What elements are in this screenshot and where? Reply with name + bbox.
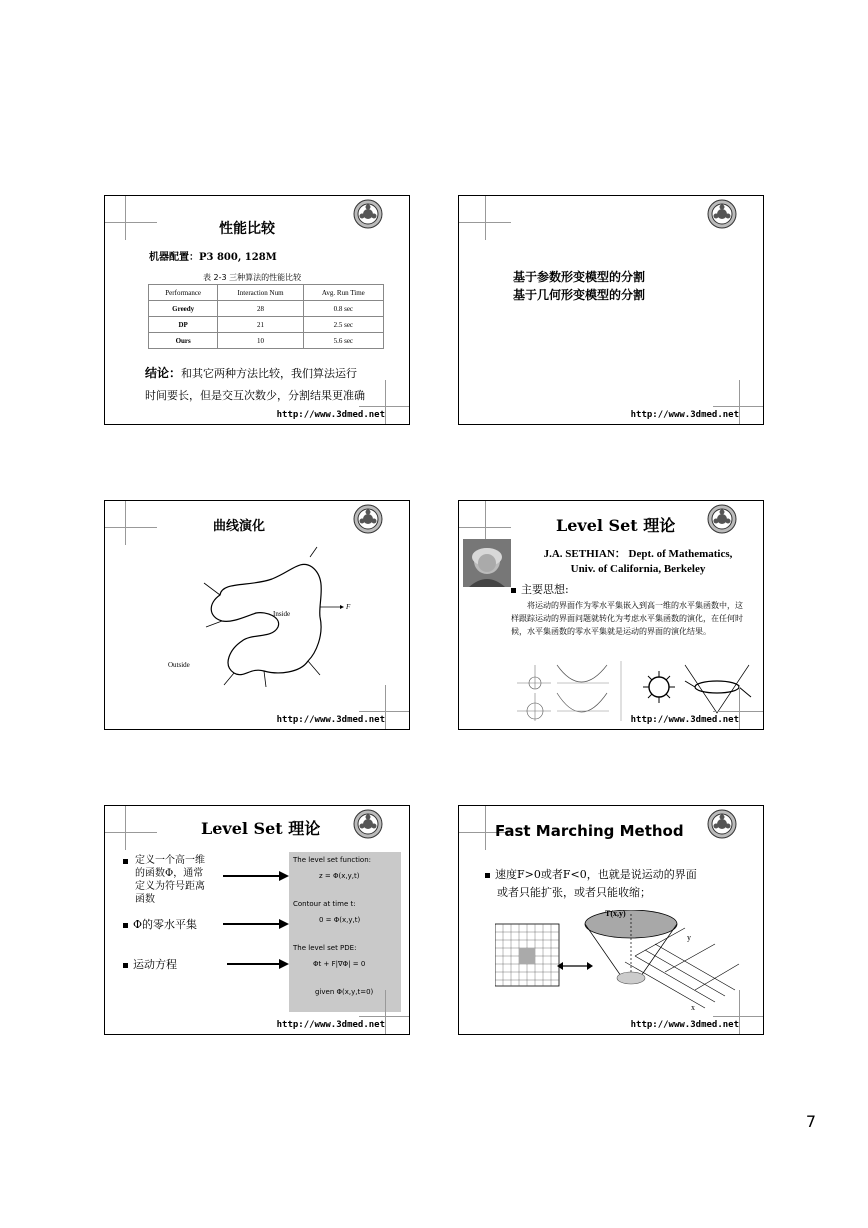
header-interaction: Interaction Num: [218, 285, 303, 301]
formula-line: The level set PDE:: [293, 944, 357, 952]
definition-line: 函数: [135, 894, 155, 905]
cell-runtime: 0.8 sec: [303, 301, 383, 317]
slide-url: http://www.3dmed.net: [630, 410, 739, 420]
bullet-icon: [123, 963, 128, 968]
decor-line: [359, 1016, 410, 1017]
bullet-zero-level-set: [123, 916, 197, 932]
formula-line: 0 = Φ(x,y,t): [319, 916, 361, 924]
main-idea-label: 主要思想:: [521, 583, 569, 596]
decor-line: [359, 711, 410, 712]
speed-line2: 或者只能扩张，或者只能收缩；: [497, 886, 651, 899]
bullet-icon: [485, 873, 490, 878]
conclusion: [145, 362, 365, 407]
slide-url: http://www.3dmed.net: [630, 715, 739, 725]
university-logo-icon: [707, 199, 737, 229]
cell-runtime: 2.5 sec: [303, 317, 383, 333]
bullet-icon: [123, 859, 128, 864]
definition-line: 的函数Φ，通常: [135, 868, 204, 879]
university-logo-icon: [707, 809, 737, 839]
slide-url: http://www.3dmed.net: [276, 410, 385, 420]
decor-line: [105, 527, 157, 528]
cell-interaction: 21: [218, 317, 303, 333]
arrow-icon: [223, 870, 289, 882]
speed-line1: 速度F>0或者F<0，也就是说运动的界面: [495, 868, 697, 881]
author-line2: Univ. of California, Berkeley: [570, 563, 706, 575]
main-idea-text: 将运动的界面作为零水平集嵌入到高一维的水平集函数中，这样跟踪运动的界面问题就转化为考虑水平集函数的演化，在任何时候，水平集函数的零水平集就是运动的界面的演化结果。: [511, 601, 743, 636]
conclusion-line1: 和其它两种方法比较，我们算法运行: [181, 367, 358, 380]
conclusion-label: 结论：: [145, 366, 182, 380]
formula-line: The level set function:: [293, 856, 371, 864]
curve-evolution-figure: [160, 543, 360, 693]
university-logo-icon: [707, 504, 737, 534]
slide-fast-marching: [458, 805, 764, 1035]
decor-line: [739, 990, 740, 1035]
slide-title: 曲线演化: [213, 519, 266, 534]
table-row: [149, 333, 384, 349]
header-runtime: Avg. Run Time: [303, 285, 383, 301]
main-idea-bullet: [511, 581, 569, 597]
inside-label: Inside: [273, 610, 291, 618]
table-row: [149, 317, 384, 333]
decor-line: [739, 380, 740, 425]
table-header-row: [149, 285, 384, 301]
decor-line: [385, 990, 386, 1035]
decor-line: [105, 222, 157, 223]
slide-level-set-intro: [458, 500, 764, 730]
slide-title: 性能比较: [219, 221, 275, 237]
definition-line: 定义为符号距离: [135, 881, 205, 892]
slide-level-set-definition: [104, 805, 410, 1035]
y-axis-label: y: [687, 933, 691, 942]
university-logo-icon: [353, 504, 383, 534]
conclusion-line2: 时间要长，但是交互次数少，分割结果更准确: [145, 389, 365, 402]
slide-title: Level Set 理论: [556, 516, 676, 535]
decor-line: [485, 196, 486, 240]
cell-interaction: 10: [218, 333, 303, 349]
machine-config: [149, 248, 277, 263]
bullet-icon: [123, 923, 128, 928]
decor-line: [713, 406, 764, 407]
cell-interaction: 28: [218, 301, 303, 317]
decor-line: [125, 501, 126, 545]
slide-curve-evolution: [104, 500, 410, 730]
table-row: [149, 301, 384, 317]
decor-line: [385, 380, 386, 425]
slide-url: http://www.3dmed.net: [276, 1020, 385, 1030]
arrow-icon: [227, 958, 289, 970]
decor-line: [125, 806, 126, 850]
formula-line: z = Φ(x,y,t): [319, 872, 360, 880]
outside-label: Outside: [168, 661, 190, 669]
bullet-definition: [123, 854, 205, 906]
motion-equation-text: 运动方程: [133, 958, 177, 971]
author-line1: J.A. SETHIAN： Dept. of Mathematics,: [543, 548, 733, 560]
formula-line: given Φ(x,y,t=0): [315, 988, 374, 996]
machine-value: P3 800, 128M: [199, 252, 277, 263]
header-performance: Performance: [149, 285, 218, 301]
author-info: [515, 547, 761, 577]
decor-line: [739, 685, 740, 730]
cell-method: Greedy: [149, 301, 218, 317]
slide-title: Level Set 理论: [201, 819, 321, 838]
slide-title: Fast Marching Method: [495, 822, 684, 840]
slide-url: http://www.3dmed.net: [276, 715, 385, 725]
geometric-model-item: 基于几何形变模型的分割: [513, 288, 646, 302]
page-number: 7: [805, 1112, 816, 1131]
level-set-formula-box: [289, 852, 401, 1012]
cell-runtime: 5.6 sec: [303, 333, 383, 349]
sethian-photo: [463, 539, 511, 587]
slide-url: http://www.3dmed.net: [630, 1020, 739, 1030]
decor-line: [713, 1016, 764, 1017]
university-logo-icon: [353, 199, 383, 229]
decor-line: [125, 196, 126, 240]
performance-table: [148, 284, 384, 349]
slide-segmentation: [458, 195, 764, 425]
force-label: F: [346, 603, 351, 611]
decor-line: [359, 406, 410, 407]
cell-method: DP: [149, 317, 218, 333]
cell-method: Ours: [149, 333, 218, 349]
decor-line: [485, 806, 486, 850]
formula-line: Contour at time t:: [293, 900, 356, 908]
bullet-motion-equation: [123, 956, 177, 972]
bullet-icon: [511, 588, 516, 593]
x-axis-label: x: [691, 1003, 695, 1012]
table-caption: 表 2-3 三种算法的性能比较: [203, 273, 302, 282]
t-label: T(x,y): [605, 910, 626, 918]
fast-marching-figure: [495, 910, 747, 1022]
arrow-icon: [223, 918, 289, 930]
decor-line: [713, 711, 764, 712]
slide-performance: [104, 195, 410, 425]
zero-level-set-text: Φ的零水平集: [133, 918, 198, 931]
formula-line: Φt + F|∇Φ| = 0: [313, 960, 366, 968]
university-logo-icon: [353, 809, 383, 839]
machine-label: 机器配置：: [149, 252, 199, 263]
segmentation-list: [513, 268, 645, 304]
speed-bullet: [485, 866, 697, 902]
decor-line: [385, 685, 386, 730]
parametric-model-item: 基于参数形变模型的分割: [513, 270, 646, 284]
definition-line: 定义一个高一维: [135, 855, 205, 866]
decor-line: [105, 832, 157, 833]
